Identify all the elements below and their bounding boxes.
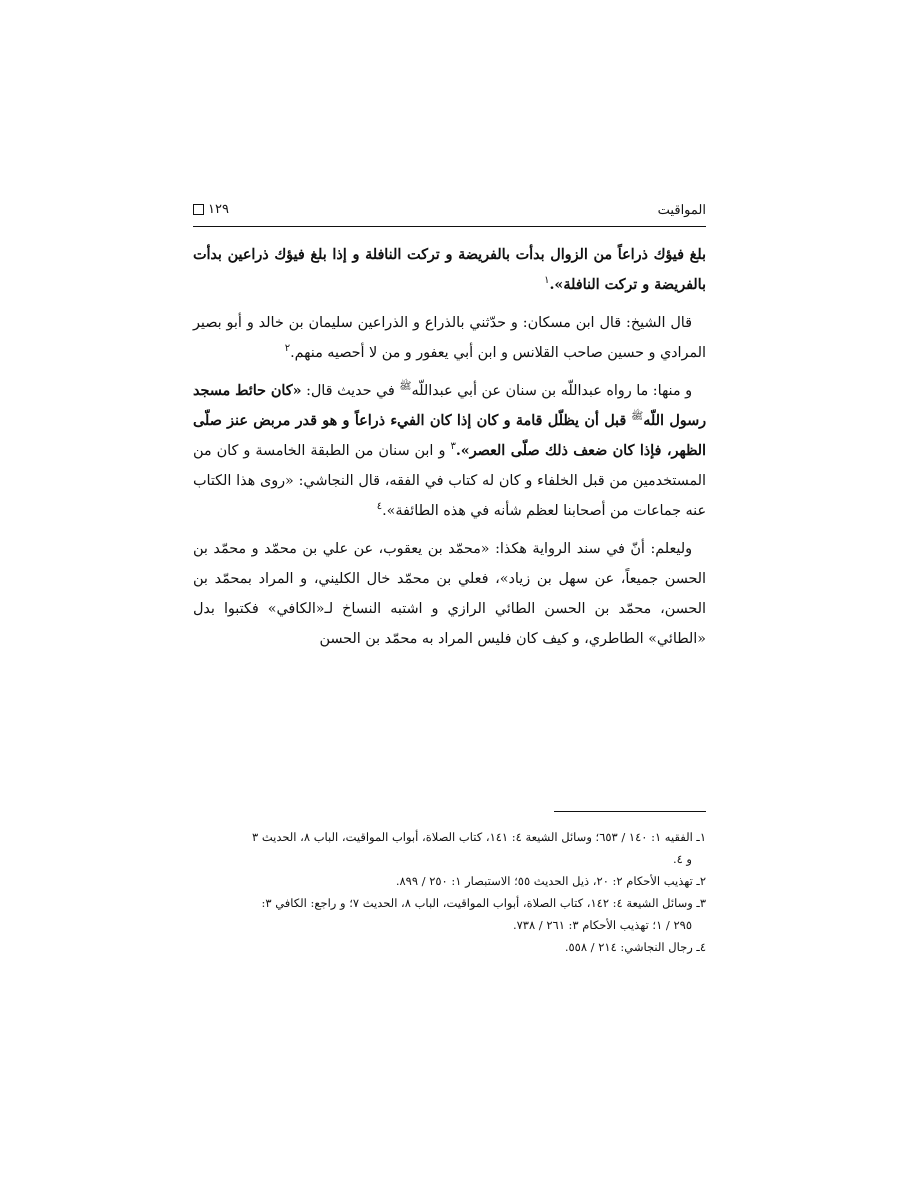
- footnote-3: ٣ـ وسائل الشيعة ٤: ١٤٢، كتاب الصلاة، أبواب المواقيت، الباب ٨، الحديث ٧؛ و راجع: الكافي ٣:: [261, 896, 706, 910]
- footnote-ref-3: ٣: [450, 441, 456, 453]
- footnote-divider: [554, 811, 706, 812]
- footnote-1-text: ١ـ الفقيه ١: ١٤٠ / ٦٥٣؛ وسائل الشيعة ٤: ١٤١، كتاب الصلاة، أبواب المواقيت، الباب ٨، الحديث ٣: [251, 830, 706, 844]
- hadith-quote-2b: قبل أن يظلّل قامة و كان إذا كان الفيء ذراعاً و هو قدر مربض عنز صلّى الظهر، فإذا كان ضعف ذلك صلّى العصر».: [193, 413, 706, 459]
- hadith-quote: بلغ فيؤك ذراعاً من الزوال بدأت بالفريضة و تركت النافلة و إذا بلغ فيؤك ذراعين بدأت بالفريضة و تركت النافلة».: [193, 247, 706, 293]
- book-page: [193, 0, 706, 1200]
- paragraph-4-text: وليعلم: أنّ في سند الرواية هكذا: «محمّد بن يعقوب، عن علي بن محمّد و محمّد بن الحسن جميعاً، عن سهل بن زياد»، فعلي بن محمّد خال الكليني، و المراد بمحمّد بن الحسن، محمّد بن الحسن الطائي الرازي و اشتبه النساخ لـ«الكافي» فكتبوا بدل «الطائي» الطاطري، و كيف كان فليس المراد به محمّد بن الحسن: [193, 541, 706, 647]
- footnote-ref-4: ٤: [376, 501, 383, 513]
- paragraph-3: [193, 376, 706, 526]
- square-icon: [193, 204, 204, 215]
- page-number: ١٢٩: [208, 202, 229, 217]
- running-title: المواقيت: [657, 203, 706, 218]
- page-number-block: [193, 202, 229, 217]
- footnote-1: [193, 826, 706, 848]
- hadith-quote-2a: «كان حائط مسجد رسول اللّه: [193, 383, 706, 429]
- footnote-1-cont: و ٤.: [672, 852, 692, 866]
- paragraph-2: [193, 308, 706, 368]
- honorific-prophet: ﷺ: [631, 411, 644, 423]
- paragraph-4: [193, 534, 706, 654]
- footnote-3-cont: ٢٩٥ / ١؛ تهذيب الأحكام ٣: ٢٦١ / ٧٣٨.: [512, 918, 692, 932]
- honorific-imam: ﷺ: [399, 381, 412, 393]
- paragraph-3-text-c: و ابن سنان من الطبقة الخامسة و كان من المستخدمين من قبل الخلفاء و كان له كتاب في الفقه، قال النجاشي: «روى هذا الكتاب عنه جماعات من أصحابنا لعظم شأنه في هذه الطائفة».: [193, 443, 706, 519]
- paragraph-1: [193, 240, 706, 300]
- paragraph-3-text-b: في حديث قال:: [301, 383, 400, 399]
- main-text: [193, 240, 706, 662]
- footnote-ref-2: ٢: [284, 343, 291, 355]
- footnote-4: ٤ـ رجال النجاشي: ٢١٤ / ٥٥٨.: [564, 940, 706, 954]
- paragraph-2-text: قال الشيخ: قال ابن مسكان: و حدّثني بالذراع و الذراعين سليمان بن خالد و أبو بصير المرادي و حسين صاحب القلانس و ابن أبي يعفور و من لا أحصيه منهم.: [193, 315, 706, 361]
- footnote-2: ٢ـ تهذيب الأحكام ٢: ٢٠، ذيل الحديث ٥٥؛ الاستبصار ١: ٢٥٠ / ٨٩٩.: [395, 874, 706, 888]
- footnotes: [193, 826, 706, 958]
- footnote-ref-1: ١: [544, 275, 550, 287]
- page-header: [193, 200, 706, 227]
- paragraph-3-text-a: و منها: ما رواه عبداللّه بن سنان عن أبي عبداللّه: [411, 383, 692, 399]
